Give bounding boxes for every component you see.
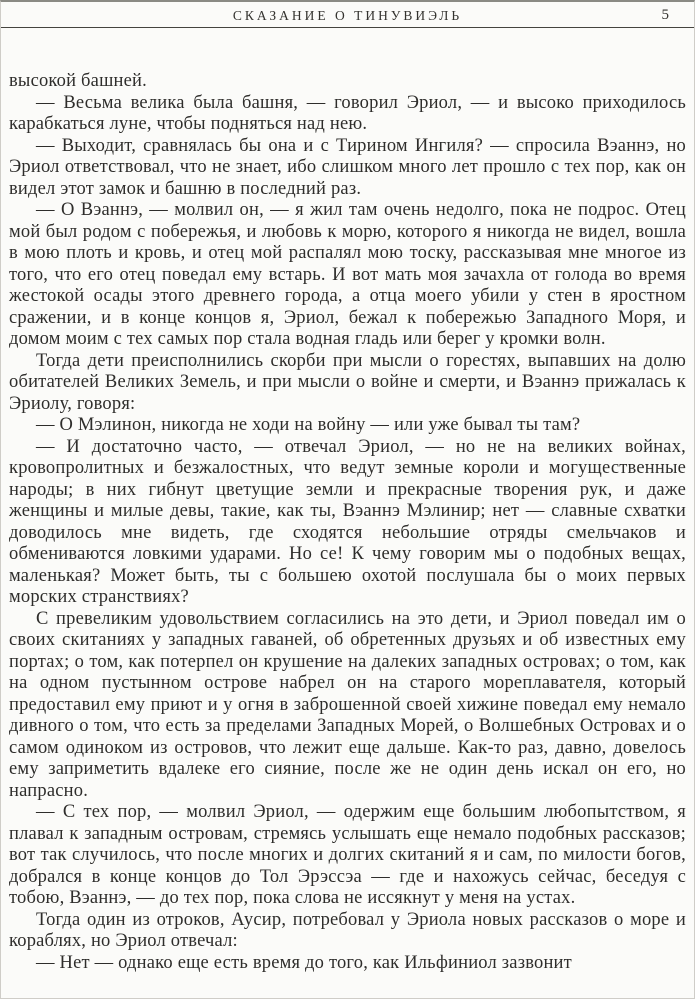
paragraph: — Нет — однако еще есть время до того, как Ильфиниол зазвонит [36, 952, 572, 973]
page-number: 5 [661, 7, 669, 23]
paragraph: Тогда один из отроков, Аусир, потребовал у Эриола новых рассказов о море и кораблях, но Эриол отвечал: [9, 909, 686, 951]
paragraph: — О Мэлинон, никогда не ходи на войну — или уже бывал ты там? [36, 415, 581, 435]
paragraph: высокой башней. [9, 71, 147, 91]
paragraph: — С тех пор, — молвил Эриол, — одержим еще большим любопытством, я плавал к западным островам, стремясь услышать еще немало подобных рассказов; вот так случилось, что после многих и долгих скитаний я и сам, по милости богов, добрался в конце концов до Тол Эрэссэа — где и нахожусь сейчас, беседуя с тобою, Вэаннэ, — до тех пор, пока слова не иссякнут у меня на устах. [9, 802, 686, 908]
running-header [1, 2, 694, 28]
paragraph: — Выходит, сравнялась бы она и с Тирином Ингиля? — спросила Вэаннэ, но Эриол ответствовал, что не знает, ибо слишком много лет прошло с тех пор, как он видел этот замок и башню в последний раз. [9, 135, 686, 199]
paragraph: — И достаточно часто, — отвечал Эриол, — но не на великих войнах, кровопролитных и безжалостных, что ведут земные короли и могущественные народы; в них гибнут цветущие земли и прекрасные творения рук, и даже женщины и милые девы, такие, как ты, Вэаннэ Мэлинир; нет — славные схватки доводилось мне видеть, где сходятся небольшие отряды смельчаков и обмениваются ловкими ударами. Но се! К чему говорим мы о подобных вещах, маленькая? Может быть, ты с большею охотой послушала бы о моих первых морских странствиях? [9, 436, 686, 607]
paragraph: С превеликим удовольствием согласились на это дети, и Эриол поведал им о своих скитаниях у западных гаваней, об обретенных друзьях и об известных ему портах; о том, как потерпел он крушение на далеких западных островах; о том, как на одном пустынном острове набрел он на старого мореплавателя, который предоставил ему приют и у огня в заброшенной своей хижине поведал ему немало дивного о том, что есть за пределами Западных Морей, о Волшебных Островах и о самом одиноком из островов, что лежит еще дальше. Как-то раз, давно, довелось ему заприметить вдалеке его сияние, после же не один день искал он его, но напрасно. [9, 608, 686, 801]
chapter-title: СКАЗАНИЕ О ТИНУВИЭЛЬ [232, 8, 463, 23]
paragraph: — О Вэаннэ, — молвил он, — я жил там очень недолго, пока не подрос. Отец мой был родом с побережья, и любовь к морю, которого я никогда не видел, вошла в мою плоть и кровь, и отец мой распалял мою тоску, рассказывая мне многое из того, что его отец поведал ему встарь. И вот мать моя зачахла от голода во время жестокой осады этого древнего города, а отца моего убили у стен в яростном сражении, и в конце концов я, Эриол, бежал к побережью Западного Моря, и домом моим с тех самых пор стала водная гладь или берег у кромки волн. [9, 200, 686, 349]
paragraph: Тогда дети преисполнились скорби при мысли о горестях, выпавших на долю обитателей Великих Земель, и при мысли о войне и смерти, и Вэаннэ прижалась к Эриолу, говоря: [9, 350, 686, 414]
book-page [1, 2, 694, 998]
text-block [1, 28, 694, 974]
paragraph: — Весьма велика была башня, — говорил Эриол, — и высоко приходилось карабкаться луне, чтобы подняться над нею. [9, 92, 686, 134]
